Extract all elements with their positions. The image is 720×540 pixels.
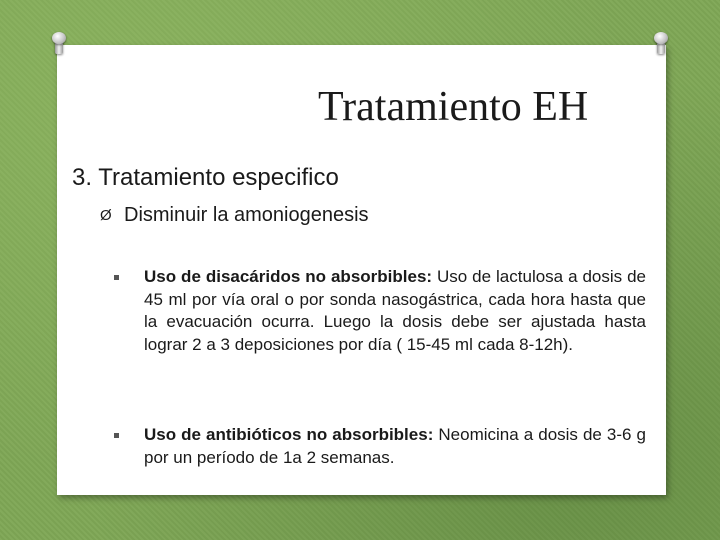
thumbtack-icon xyxy=(654,32,668,56)
subpoint xyxy=(100,203,369,227)
bullet-body: Neomicina a dosis de 3-6 g por un período de 1a 2 semanas. xyxy=(144,425,646,467)
bullet-bold: Uso de antibióticos no absorbibles: xyxy=(144,425,434,444)
thumbtack-icon xyxy=(52,32,66,56)
subpoint-text: Disminuir la amoniogenesis xyxy=(124,204,369,226)
bullet-body: Uso de lactulosa a dosis de 45 ml por vía oral o por sonda nasogástrica, cada hora hasta que la evacuación ocurra. Luego la dosis debe ser ajustada hasta lograr 2 a 3 deposiciones por día ( 15-45 ml cada 8-12h). xyxy=(144,267,646,354)
arrow-bullet-icon: Ø xyxy=(100,207,112,224)
list-item xyxy=(114,266,654,356)
square-bullet-icon xyxy=(114,433,119,438)
list-item xyxy=(114,424,654,469)
bullet-text xyxy=(144,266,646,356)
section-heading: 3. Tratamiento especifico xyxy=(72,164,339,191)
square-bullet-icon xyxy=(114,275,119,280)
bullet-text xyxy=(144,424,646,469)
slide-title: Tratamiento EH xyxy=(318,84,589,130)
bullet-bold: Uso de disacáridos no absorbibles: xyxy=(144,267,433,286)
